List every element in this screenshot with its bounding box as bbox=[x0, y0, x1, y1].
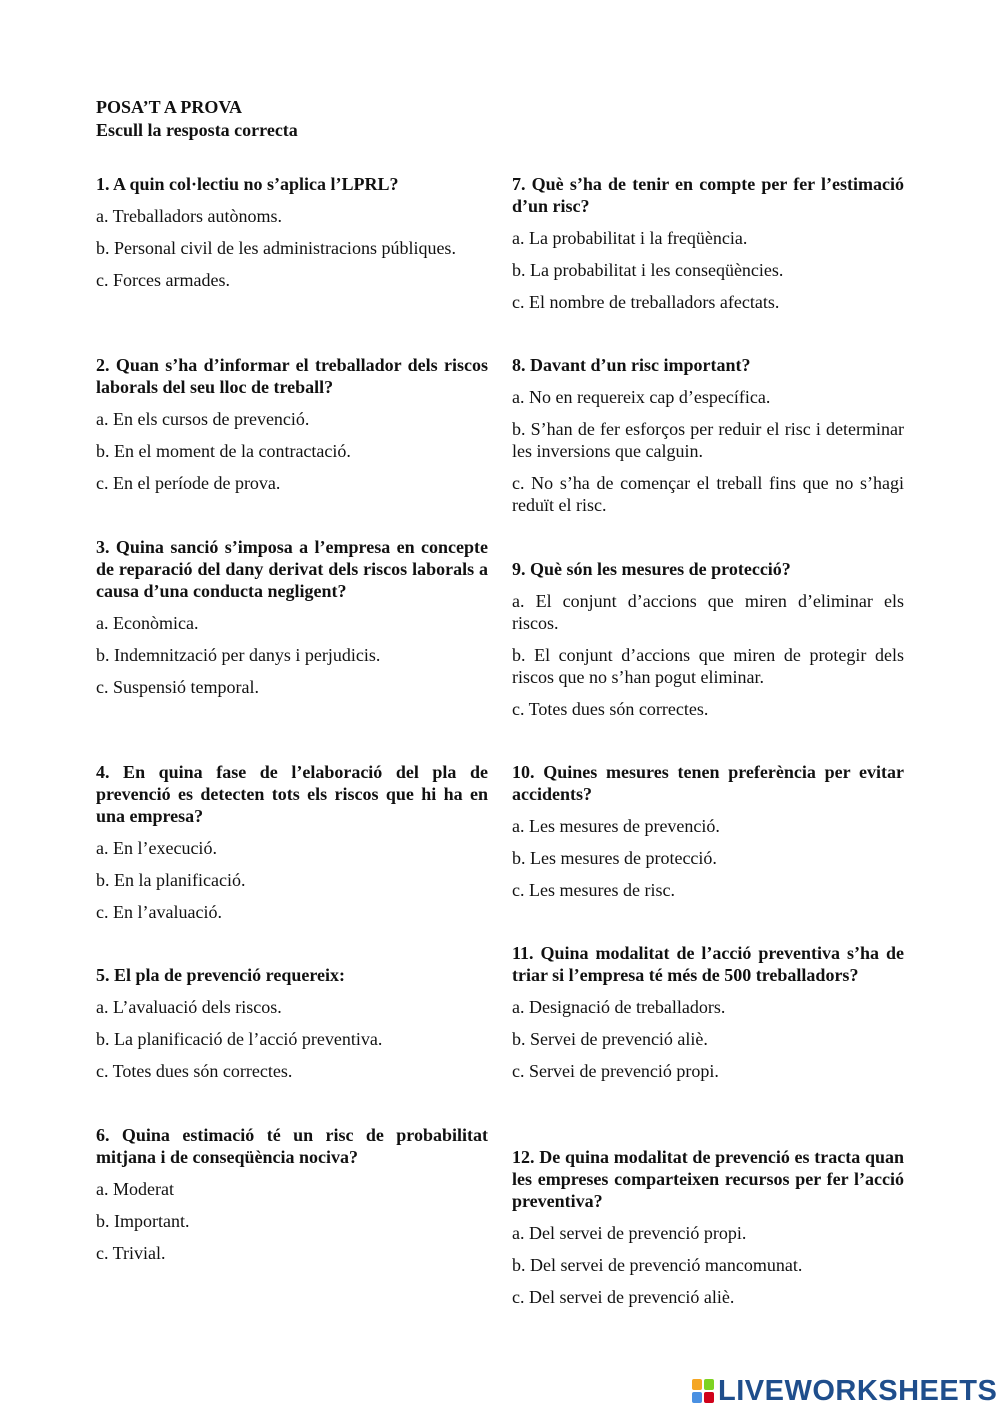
answer-option-b[interactable]: b. La planificació de l’acció preventiva. bbox=[96, 1029, 383, 1049]
answer-option-a[interactable]: a. Del servei de prevenció propi. bbox=[512, 1223, 747, 1243]
logo-square-4 bbox=[704, 1392, 714, 1403]
answer-option-b[interactable]: b. El conjunt d’accions que miren de protegir dels riscos que no s’han pogut eliminar. bbox=[512, 645, 904, 687]
answer-option-a[interactable]: a. Econòmica. bbox=[96, 613, 199, 633]
answer-option-c[interactable]: c. Suspensió temporal. bbox=[96, 677, 259, 697]
question-3 bbox=[96, 536, 488, 708]
logo-square-2 bbox=[704, 1379, 714, 1390]
answer-option-a[interactable]: a. El conjunt d’accions que miren d’eliminar els riscos. bbox=[512, 591, 904, 633]
answer-option-c[interactable]: c. Del servei de prevenció aliè. bbox=[512, 1287, 735, 1307]
answer-option-c[interactable]: c. En el període de prova. bbox=[96, 473, 281, 493]
question-10 bbox=[512, 761, 904, 911]
question-title: 4. En quina fase de l’elaboració del pla de prevenció es detecten tots els riscos que hi ha en una empresa? bbox=[96, 762, 488, 826]
question-title: 12. De quina modalitat de prevenció es tracta quan les empreses comparteixen recursos per fer l’acció preventiva? bbox=[512, 1147, 904, 1211]
answer-option-b[interactable]: b. Important. bbox=[96, 1211, 190, 1231]
answer-option-a[interactable]: a. Moderat bbox=[96, 1179, 174, 1199]
answer-option-b[interactable]: b. Del servei de prevenció mancomunat. bbox=[512, 1255, 803, 1275]
answer-option-c[interactable]: c. Forces armades. bbox=[96, 270, 230, 290]
answer-option-b[interactable]: b. Personal civil de les administracions públiques. bbox=[96, 238, 456, 258]
question-1 bbox=[96, 173, 488, 301]
question-title: 11. Quina modalitat de l’acció preventiva s’ha de triar si l’empresa té més de 500 treballadors? bbox=[512, 943, 904, 985]
answer-option-c[interactable]: c. Trivial. bbox=[96, 1243, 166, 1263]
answer-option-a[interactable]: a. No en requereix cap d’específica. bbox=[512, 387, 771, 407]
question-12 bbox=[512, 1146, 904, 1318]
answer-option-b[interactable]: b. En el moment de la contractació. bbox=[96, 441, 351, 461]
answer-option-c[interactable]: c. Servei de prevenció propi. bbox=[512, 1061, 719, 1081]
answer-option-c[interactable]: c. Totes dues són correctes. bbox=[96, 1061, 293, 1081]
question-title: 10. Quines mesures tenen preferència per evitar accidents? bbox=[512, 762, 904, 804]
page-subtitle: Escull la resposta correcta bbox=[96, 120, 298, 140]
answer-option-b[interactable]: b. S’han de fer esforços per reduir el risc i determinar les inversions que calguin. bbox=[512, 419, 904, 461]
answer-option-a[interactable]: a. Les mesures de prevenció. bbox=[512, 816, 720, 836]
question-title: 8. Davant d’un risc important? bbox=[512, 355, 751, 375]
answer-option-a[interactable]: a. En els cursos de prevenció. bbox=[96, 409, 310, 429]
logo-square-3 bbox=[692, 1392, 702, 1403]
question-title: 2. Quan s’ha d’informar el treballador dels riscos laborals del seu lloc de treball? bbox=[96, 355, 488, 397]
question-title: 6. Quina estimació té un risc de probabilitat mitjana i de conseqüència nociva? bbox=[96, 1125, 488, 1167]
question-title: 1. A quin col·lectiu no s’aplica l’LPRL? bbox=[96, 174, 399, 194]
answer-option-c[interactable]: c. En l’avaluació. bbox=[96, 902, 222, 922]
question-11 bbox=[512, 942, 904, 1092]
answer-option-a[interactable]: a. Treballadors autònoms. bbox=[96, 206, 282, 226]
answer-option-a[interactable]: a. Designació de treballadors. bbox=[512, 997, 726, 1017]
answer-option-b[interactable]: b. Indemnització per danys i perjudicis. bbox=[96, 645, 381, 665]
question-8 bbox=[512, 354, 904, 526]
answer-option-b[interactable]: b. En la planificació. bbox=[96, 870, 246, 890]
question-2 bbox=[96, 354, 488, 504]
page-title: POSA’T A PROVA bbox=[96, 97, 243, 117]
logo-icon bbox=[692, 1379, 714, 1403]
question-6 bbox=[96, 1124, 488, 1274]
answer-option-a[interactable]: a. L’avaluació dels riscos. bbox=[96, 997, 282, 1017]
question-4 bbox=[96, 761, 488, 933]
answer-option-c[interactable]: c. El nombre de treballadors afectats. bbox=[512, 292, 780, 312]
answer-option-b[interactable]: b. Servei de prevenció aliè. bbox=[512, 1029, 708, 1049]
answer-option-c[interactable]: c. No s’ha de començar el treball fins que no s’hagi reduït el risc. bbox=[512, 473, 904, 515]
answer-option-c[interactable]: c. Les mesures de risc. bbox=[512, 880, 675, 900]
question-title: 3. Quina sanció s’imposa a l’empresa en concepte de reparació del dany derivat dels riscos laborals a causa d’una conducta negligent? bbox=[96, 537, 488, 601]
answer-option-b[interactable]: b. Les mesures de protecció. bbox=[512, 848, 717, 868]
worksheet-header bbox=[96, 96, 298, 142]
answer-option-c[interactable]: c. Totes dues són correctes. bbox=[512, 699, 709, 719]
liveworksheets-logo bbox=[692, 1376, 997, 1406]
question-title: 5. El pla de prevenció requereix: bbox=[96, 965, 345, 985]
question-title: 9. Què són les mesures de protecció? bbox=[512, 559, 791, 579]
question-title: 7. Què s’ha de tenir en compte per fer l’estimació d’un risc? bbox=[512, 174, 904, 216]
question-7 bbox=[512, 173, 904, 323]
logo-text: LIVEWORKSHEETS bbox=[718, 1374, 998, 1407]
answer-option-b[interactable]: b. La probabilitat i les conseqüències. bbox=[512, 260, 784, 280]
answer-option-a[interactable]: a. En l’execució. bbox=[96, 838, 217, 858]
question-9 bbox=[512, 558, 904, 730]
question-5 bbox=[96, 964, 488, 1092]
logo-square-1 bbox=[692, 1379, 702, 1390]
answer-option-a[interactable]: a. La probabilitat i la freqüència. bbox=[512, 228, 748, 248]
